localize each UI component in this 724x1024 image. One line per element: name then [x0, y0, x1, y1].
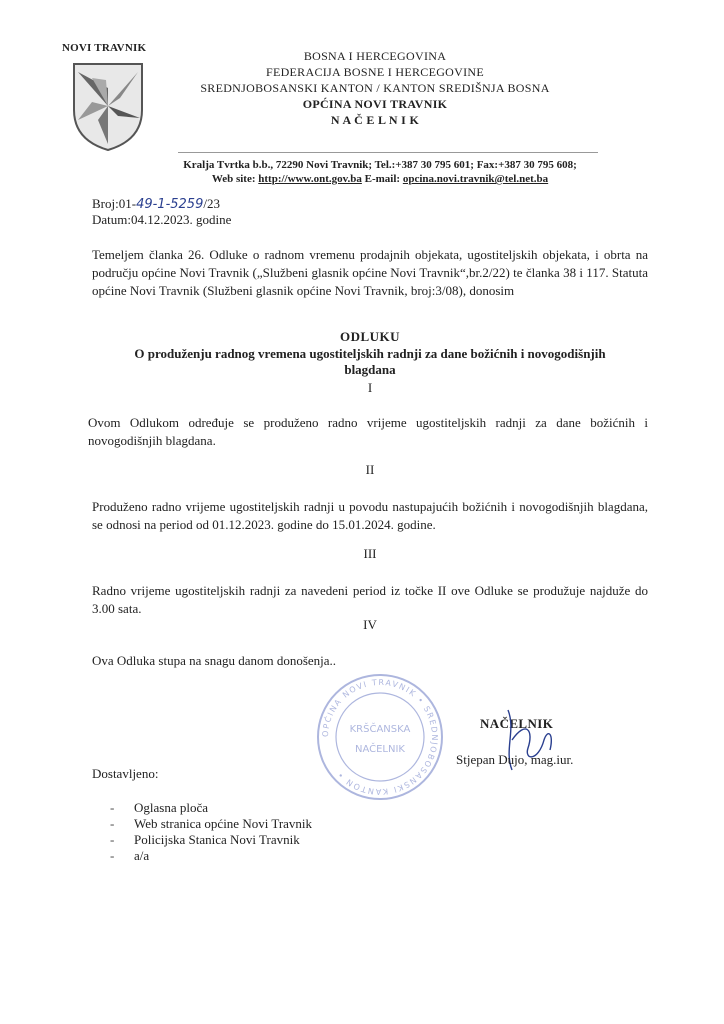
stamp-line-1: KRŠČANSKA — [349, 724, 411, 735]
section-number-3: III — [363, 546, 377, 561]
decision-subtitle: O produženju radnog vremena ugostiteljskih radnji za dane božićnih i novogodišnjih blagdana — [134, 346, 606, 377]
section-text-3: Radno vrijeme ugostiteljskih radnji za navedeni period iz točke II ove Odluke se produžuje najduže do 3.00 sata. — [92, 583, 648, 616]
contact-block — [120, 158, 640, 186]
web-link[interactable]: http://www.ont.gov.ba — [258, 173, 362, 185]
header-office: N A Č E L N I K — [330, 113, 420, 127]
list-item: - Oglasna ploča — [108, 800, 312, 816]
stamp-ring-text: OPĆINA NOVI TRAVNIK • SREDNJOBOSANSKI KANTON • — [320, 677, 440, 797]
datum-label: Datum: — [92, 212, 131, 227]
signatory-title: NAČELNIK — [480, 716, 554, 731]
municipality-label: NOVI TRAVNIK — [62, 42, 147, 54]
datum-value: 04.12.2023. godine — [131, 212, 232, 227]
official-stamp-icon — [305, 672, 455, 802]
list-item: - a/a — [108, 848, 312, 864]
document-date — [92, 212, 231, 228]
section-number-4: IV — [363, 617, 377, 632]
section-text-1: Ovom Odlukom određuje se produženo radno vrijeme ugostiteljskih radnji za dane božićnih i novogodišnjih blagdana. — [88, 415, 648, 448]
header-federation: FEDERACIJA BOSNE I HERCEGOVINE — [265, 65, 484, 79]
svg-text:OPĆINA NOVI TRAVNIK • SREDNJOB — [321, 678, 439, 796]
stamp-line-2: NAČELNIK — [354, 744, 406, 755]
distribution-list — [108, 800, 312, 864]
header-municipality: OPĆINA NOVI TRAVNIK — [302, 97, 448, 111]
contact-address: Kralja Tvrtka b.b., 72290 Novi Travnik; Tel.:+387 30 795 601; Fax:+387 30 795 608; — [183, 159, 577, 171]
broj-suffix: /23 — [203, 196, 220, 211]
list-item: - Web stranica općine Novi Travnik — [108, 816, 312, 832]
web-label: Web site: — [211, 173, 256, 185]
email-link[interactable]: opcina.novi.travnik@tel.net.ba — [402, 173, 549, 185]
letterhead — [150, 48, 600, 128]
distribution-label: Dostavljeno: — [92, 766, 159, 781]
signatory-name: Stjepan Dujo, mag.iur. — [456, 752, 574, 767]
section-number-2: II — [365, 462, 375, 477]
preamble-text: Temeljem članka 26. Odluke o radnom vremenu prodajnih objekata, ugostiteljskih objekata, i obrta na području općine Novi Travnik („Službeni glasnik općine Novi Travnik“,br.2/22) te članka 38 i 117. Statuta općine Novi Travnik (Službeni glasnik općine Novi Travnik, broj:3/08), donosim — [92, 247, 648, 298]
handwritten-signature-icon — [478, 700, 568, 780]
reference-number — [92, 196, 220, 212]
header-canton: SREDNJOBOSANSKI KANTON / KANTON SREDIŠNJA BOSNA — [200, 81, 550, 95]
list-item: - Policijska Stanica Novi Travnik — [108, 832, 312, 848]
header-divider — [178, 152, 598, 153]
section-number-1: I — [367, 380, 373, 395]
email-label: E-mail: — [364, 173, 401, 185]
broj-prefix: Broj:01- — [92, 196, 137, 211]
section-text-2: Produženo radno vrijeme ugostiteljskih radnji u povodu nastupajućih božićnih i novogodišnjih blagdana, se odnosi na period od 01.12.2023. godine do 15.01.2024. godine. — [92, 499, 648, 532]
coat-of-arms-icon — [68, 58, 148, 154]
decision-title: ODLUKU — [339, 329, 401, 344]
broj-handwritten: 49-1-5259 — [136, 197, 204, 212]
header-country: BOSNA I HERCEGOVINA — [303, 49, 447, 63]
section-text-4: Ova Odluka stupa na snagu danom donošenja.. — [92, 653, 337, 668]
contact-web-line — [120, 172, 640, 186]
